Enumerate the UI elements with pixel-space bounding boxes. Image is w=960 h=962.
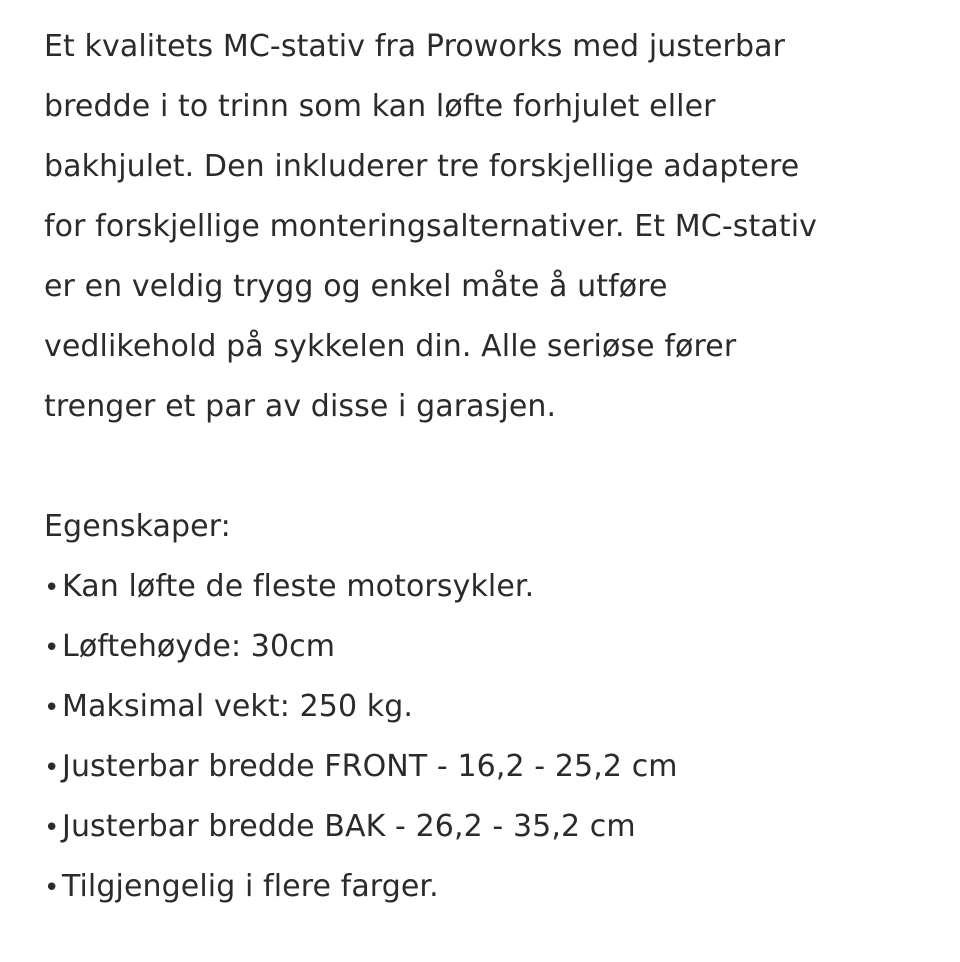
description-line: for forskjellige monteringsalternativer. Et MC-stativ — [44, 209, 817, 244]
product-description-text — [44, 17, 924, 917]
feature-list-item — [44, 797, 924, 857]
bullet-icon: • — [44, 873, 60, 903]
paragraph-spacer — [44, 437, 924, 497]
features-heading: Egenskaper: — [44, 509, 231, 544]
description-line: er en veldig trygg og enkel måte å utføre — [44, 269, 668, 304]
features-section — [44, 497, 924, 917]
bullet-icon: • — [44, 633, 60, 663]
description-line: Et kvalitets MC-stativ fra Proworks med justerbar — [44, 29, 786, 64]
bullet-icon: • — [44, 813, 60, 843]
bullet-icon: • — [44, 753, 60, 783]
description-line: trenger et par av disse i garasjen. — [44, 389, 557, 424]
feature-text: Kan løfte de fleste motorsykler. — [62, 569, 535, 604]
bullet-icon: • — [44, 693, 60, 723]
feature-text: Maksimal vekt: 250 kg. — [62, 689, 414, 724]
feature-list-item — [44, 677, 924, 737]
feature-list-item — [44, 857, 924, 917]
feature-list-item — [44, 737, 924, 797]
bullet-icon: • — [44, 573, 60, 603]
feature-text: Justerbar bredde BAK - 26,2 - 35,2 cm — [62, 809, 636, 844]
feature-list-item — [44, 617, 924, 677]
description-paragraph — [44, 17, 924, 437]
feature-list-item — [44, 557, 924, 617]
feature-text: Justerbar bredde FRONT - 16,2 - 25,2 cm — [62, 749, 678, 784]
description-line: bredde i to trinn som kan løfte forhjulet eller — [44, 89, 716, 124]
feature-text: Løftehøyde: 30cm — [62, 629, 336, 664]
feature-text: Tilgjengelig i flere farger. — [62, 869, 439, 904]
description-line: bakhjulet. Den inkluderer tre forskjellige adaptere — [44, 149, 800, 184]
description-line: vedlikehold på sykkelen din. Alle seriøse fører — [44, 329, 737, 364]
